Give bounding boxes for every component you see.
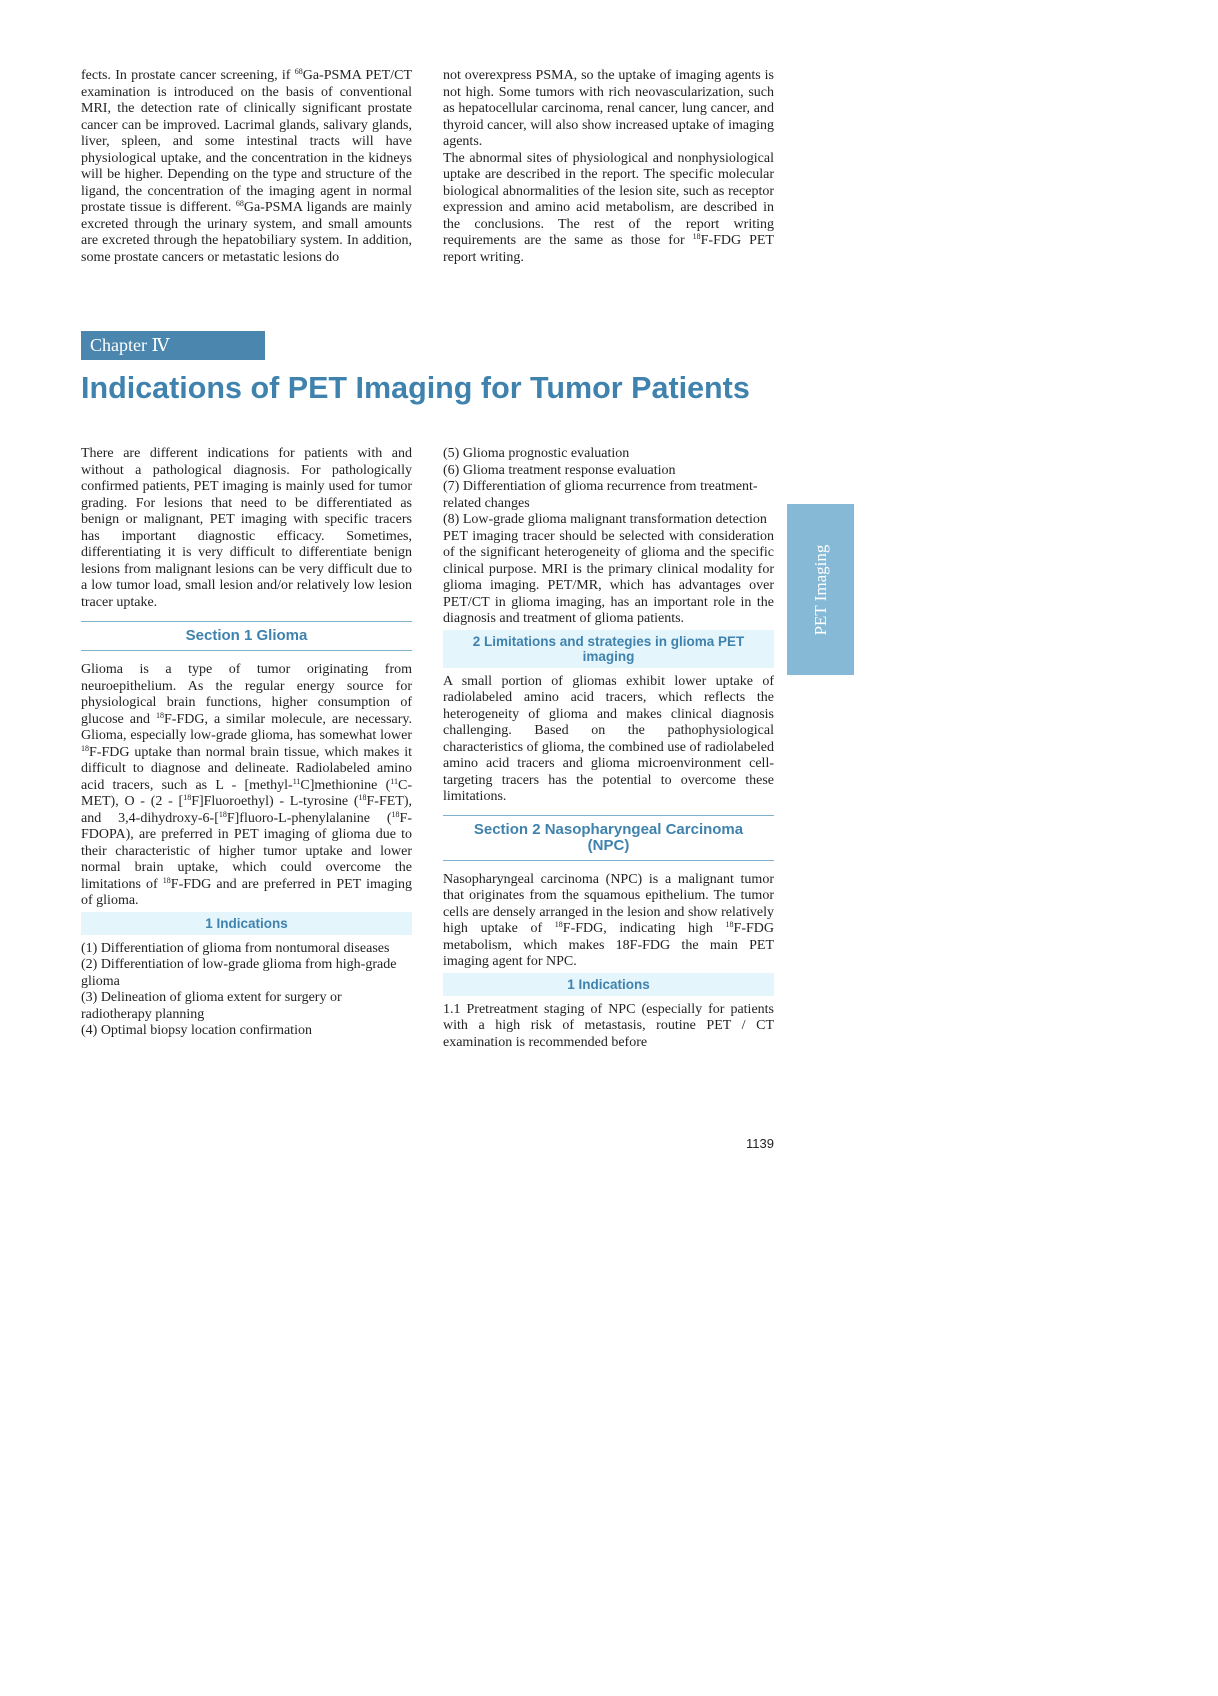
list-item: (5) Glioma prognostic evaluation [443,446,630,461]
subheading-indications-glioma: 1 Indications [81,912,412,935]
paragraph-tracer-selection: PET imaging tracer should be selected with consideration of the significant heterogeneity of glioma and the specific clinical purpose. MRI is the primary clinical modality for glioma imaging. PET/MR, which has advantages over PET/CT in glioma imaging, has an important role in the diagnosis and treatment of glioma patients. [443,528,774,626]
paragraph-report: The abnormal sites of physiological and nonphysiological uptake are described in the report. The specific molecular biological abnormalities of the lesion site, such as receptor expression and amino acid metabolism, are described in the conclusions. The rest of the report writing requirements are the same as those for $^{18}$F-FDG PET report writing. [443,150,774,265]
page-number: 1139 [746,1136,774,1151]
column-top-left [81,68,412,266]
list-item: (8) Low-grade glioma malignant transformation detection [443,512,767,527]
list-item: (3) Delineation of glioma extent for surgery or radiotherapy planning [81,990,342,1022]
side-tab [787,504,854,675]
column-top-right [443,68,774,266]
paragraph-glioma: Glioma is a type of tumor originating from neuroepithelium. As the regular energy source for physiological brain functions, higher consumption of glucose and $^{18}$F-FDG, a similar molecule, are necessary. Glioma, especially low-grade glioma, has somewhat lower $^{18}$F-FDG uptake than normal brain tissue, which makes it difficult to diagnose and delineate. Radiolabeled amino acid tracers, such as L - [methyl-$^{11}$C]methionine ($^{11}$C-MET), O - (2 - [$^{18}$F]Fluoroethyl) - L-tyrosine ($^{18}$F-FET), and 3,4-dihydroxy-6-[$^{18}$F]fluoro-L-phenylalanine ($^{18}$F-FDOPA), are preferred in PET imaging of glioma due to their characteristic of higher tumor uptake and lower normal brain uptake, which could overcome the limitations of $^{18}$F-FDG and are preferred in PET imaging of glioma. [81,662,412,908]
list-item: (2) Differentiation of low-grade glioma from high-grade glioma [81,957,397,989]
list-item: (4) Optimal biopsy location confirmation [81,1023,312,1038]
section-heading-npc: Section 2 Nasopharyngeal Carcinoma (NPC) [443,815,774,861]
chapter-title: Indications of PET Imaging for Tumor Patients [81,371,750,405]
chapter-label: Chapter Ⅳ [81,331,265,360]
column-body-left [81,446,412,1040]
paragraph-intro: There are different indications for patients with and without a pathological diagnosis. For pathologically confirmed patients, PET imaging is mainly used for tumor grading. For lesions that need to be differentiated as benign or malignant, PET imaging with specific tracers has important diagnostic efficacy. Sometimes, differentiating it is very difficult to differentiate benign lesions from malignant lesions can be very difficult due to a low tumor load, small lesion and/or relatively low lesion tracer uptake. [81,446,412,610]
list-item: (6) Glioma treatment response evaluation [443,462,676,478]
list-item: (1) Differentiation of glioma from nontumoral diseases [81,940,390,956]
section-heading-glioma: Section 1 Glioma [81,621,412,651]
paragraph-npc: Nasopharyngeal carcinoma (NPC) is a malignant tumor that originates from the squamous epithelium. The tumor cells are densely arranged in the lesion and show relatively high uptake of $^{18}$F-FDG, indicating high $^{18}$F-FDG metabolism, which makes 18F-FDG the main PET imaging agent for NPC. [443,871,774,969]
subheading-limitations: 2 Limitations and strategies in glioma PET imaging [443,630,774,668]
paragraph-psma-continued: fects. In prostate cancer screening, if $^{68}$Ga-PSMA PET/CT examination is introduced on the basis of conventional MRI, the detection rate of clinically significant prostate cancer can be improved. Lacrimal glands, salivary glands, liver, spleen, and some intestinal tracts will have physiological uptake, and the concentration in the kidneys will be higher. Depending on the type and structure of the ligand, the concentration of the imaging agent in normal prostate tissue is different. $^{68}$Ga-PSMA ligands are mainly excreted through the urinary system, and small amounts are excreted through the hepatobiliary system. In addition, some prostate cancers or metastatic lesions do [81,67,412,265]
paragraph-limitations: A small portion of gliomas exhibit lower uptake of radiolabeled amino acid tracers, which reflects the heterogeneity of glioma and makes clinical diagnosis challenging. Based on the pathophysiological characteristics of glioma, the combined use of radiolabeled amino acid tracers and glioma microenvironment cell-targeting tracers has the potential to overcome these limitations. [443,673,774,804]
side-tab-label: PET Imaging [810,544,830,635]
paragraph-npc-staging: 1.1 Pretreatment staging of NPC (especially for patients with a high risk of metastasis, routine PET / CT examination is recommended before [443,1001,774,1050]
list-item: (7) Differentiation of glioma recurrence from treatment-related changes [443,479,758,511]
paragraph-psma-uptake: not overexpress PSMA, so the uptake of imaging agents is not high. Some tumors with rich neovascularization, such as hepatocellular carcinoma, renal cancer, lung cancer, and thyroid cancer, will also show increased uptake of imaging agents. [443,68,774,149]
column-body-right [443,446,774,1051]
subheading-indications-npc: 1 Indications [443,973,774,996]
